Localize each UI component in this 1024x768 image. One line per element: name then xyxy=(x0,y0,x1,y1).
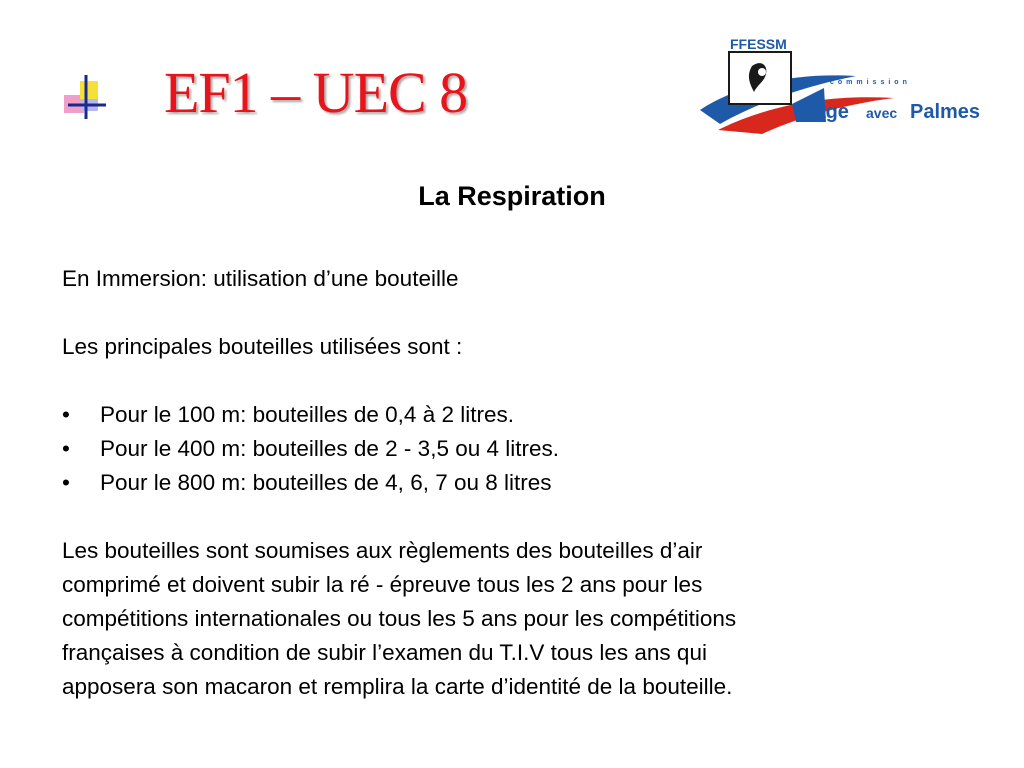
ffessm-logo xyxy=(696,32,1006,136)
bullet-marker: • xyxy=(62,436,70,461)
paragraph-line: comprimé et doivent subir la ré - épreuve tous les 2 ans pour les xyxy=(62,572,703,597)
bottle-list xyxy=(62,398,962,500)
paragraph-line: Les bouteilles sont soumises aux règlements des bouteilles d’air xyxy=(62,538,703,563)
bullet-marker: • xyxy=(62,402,70,427)
list-item-text: Pour le 400 m: bouteilles de 2 - 3,5 ou 4 litres. xyxy=(100,436,560,461)
list-item xyxy=(62,432,962,466)
slide-bullet-icon xyxy=(62,75,108,119)
logo-org-text: FFESSM xyxy=(730,36,787,52)
logo-name-part3: Palmes xyxy=(910,101,981,123)
slide-subtitle: La Respiration xyxy=(418,181,606,211)
lead-text: Les principales bouteilles utilisées sont : xyxy=(62,334,463,359)
list-item xyxy=(62,398,962,432)
spacer xyxy=(62,296,962,330)
bullet-marker: • xyxy=(62,470,70,495)
yellow-square xyxy=(80,81,98,99)
regulation-paragraph xyxy=(62,534,962,704)
paragraph-line: apposera son macaron et remplira la carte d’identité de la bouteille. xyxy=(62,674,733,699)
logo-name-part2: avec xyxy=(866,105,898,121)
paragraph-line: compétitions internationales ou tous les 5 ans pour les compétitions xyxy=(62,606,737,631)
spacer xyxy=(62,364,962,398)
logo-commission-text: commission xyxy=(830,79,911,86)
list-item xyxy=(62,466,962,500)
logo-emblem-dot xyxy=(758,68,766,76)
list-item-text: Pour le 800 m: bouteilles de 4, 6, 7 ou 8 litres xyxy=(100,470,552,495)
paragraph-line: françaises à condition de subir l’examen du T.I.V tous les ans qui xyxy=(62,640,707,665)
spacer xyxy=(62,500,962,534)
slide-body xyxy=(62,262,962,704)
intro-text: En Immersion: utilisation d’une bouteille xyxy=(62,266,459,291)
list-item-text: Pour le 100 m: bouteilles de 0,4 à 2 litres. xyxy=(100,402,514,427)
logo-name-part1: Nage xyxy=(800,101,849,123)
slide-title: EF1 – UEC 8 xyxy=(164,60,468,125)
